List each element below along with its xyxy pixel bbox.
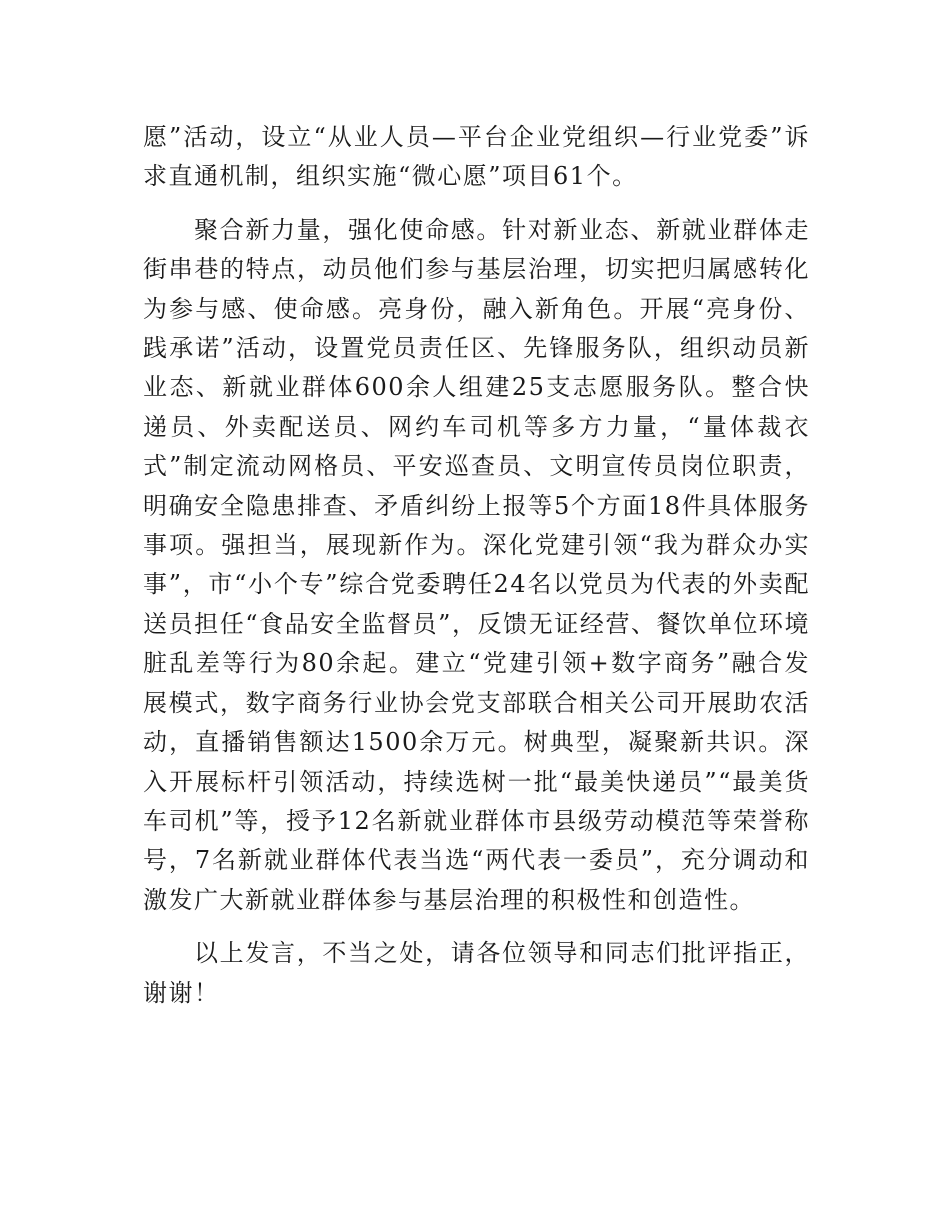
paragraph-continuation: 愿”活动，设立“从业人员—平台企业党组织—行业党委”诉求直通机制，组织实施“微心愿”项目61个。 [143,123,810,191]
document-body [143,118,810,1013]
paragraph-new-forces: 聚合新力量，强化使命感。针对新业态、新就业群体走街串巷的特点，动员他们参与基层治理，切实把归属感转化为参与感、使命感。亮身份，融入新角色。开展“亮身份、践承诺”活动，设置党员责任区、先锋服务队，组织动员新业态、新就业群体600余人组建25支志愿服务队。整合快递员、外卖配送员、网约车司机等多方力量，“量体裁衣式”制定流动网格员、平安巡查员、文明宣传员岗位职责，明确安全隐患排查、矛盾纠纷上报等5个方面18件具体服务事项。强担当，展现新作为。深化党建引领“我为群众办实事”，市“小个专”综合党委聘任24名以党员为代表的外卖配送员担任“食品安全监督员”，反馈无证经营、餐饮单位环境脏乱差等行为80余起。建立“党建引领+数字商务”融合发展模式，数字商务行业协会党支部联合相关公司开展助农活动，直播销售额达1500余万元。树典型，凝聚新共识。深入开展标杆引领活动，持续选树一批“最美快递员”“最美货车司机”等，授予12名新就业群体市县级劳动模范等荣誉称号，7名新就业群体代表当选“两代表一委员”，充分调动和激发广大新就业群体参与基层治理的积极性和创造性。 [143,215,810,914]
paragraph-closing-remarks: 以上发言，不当之处，请各位领导和同志们批评指正，谢谢！ [143,939,810,1007]
